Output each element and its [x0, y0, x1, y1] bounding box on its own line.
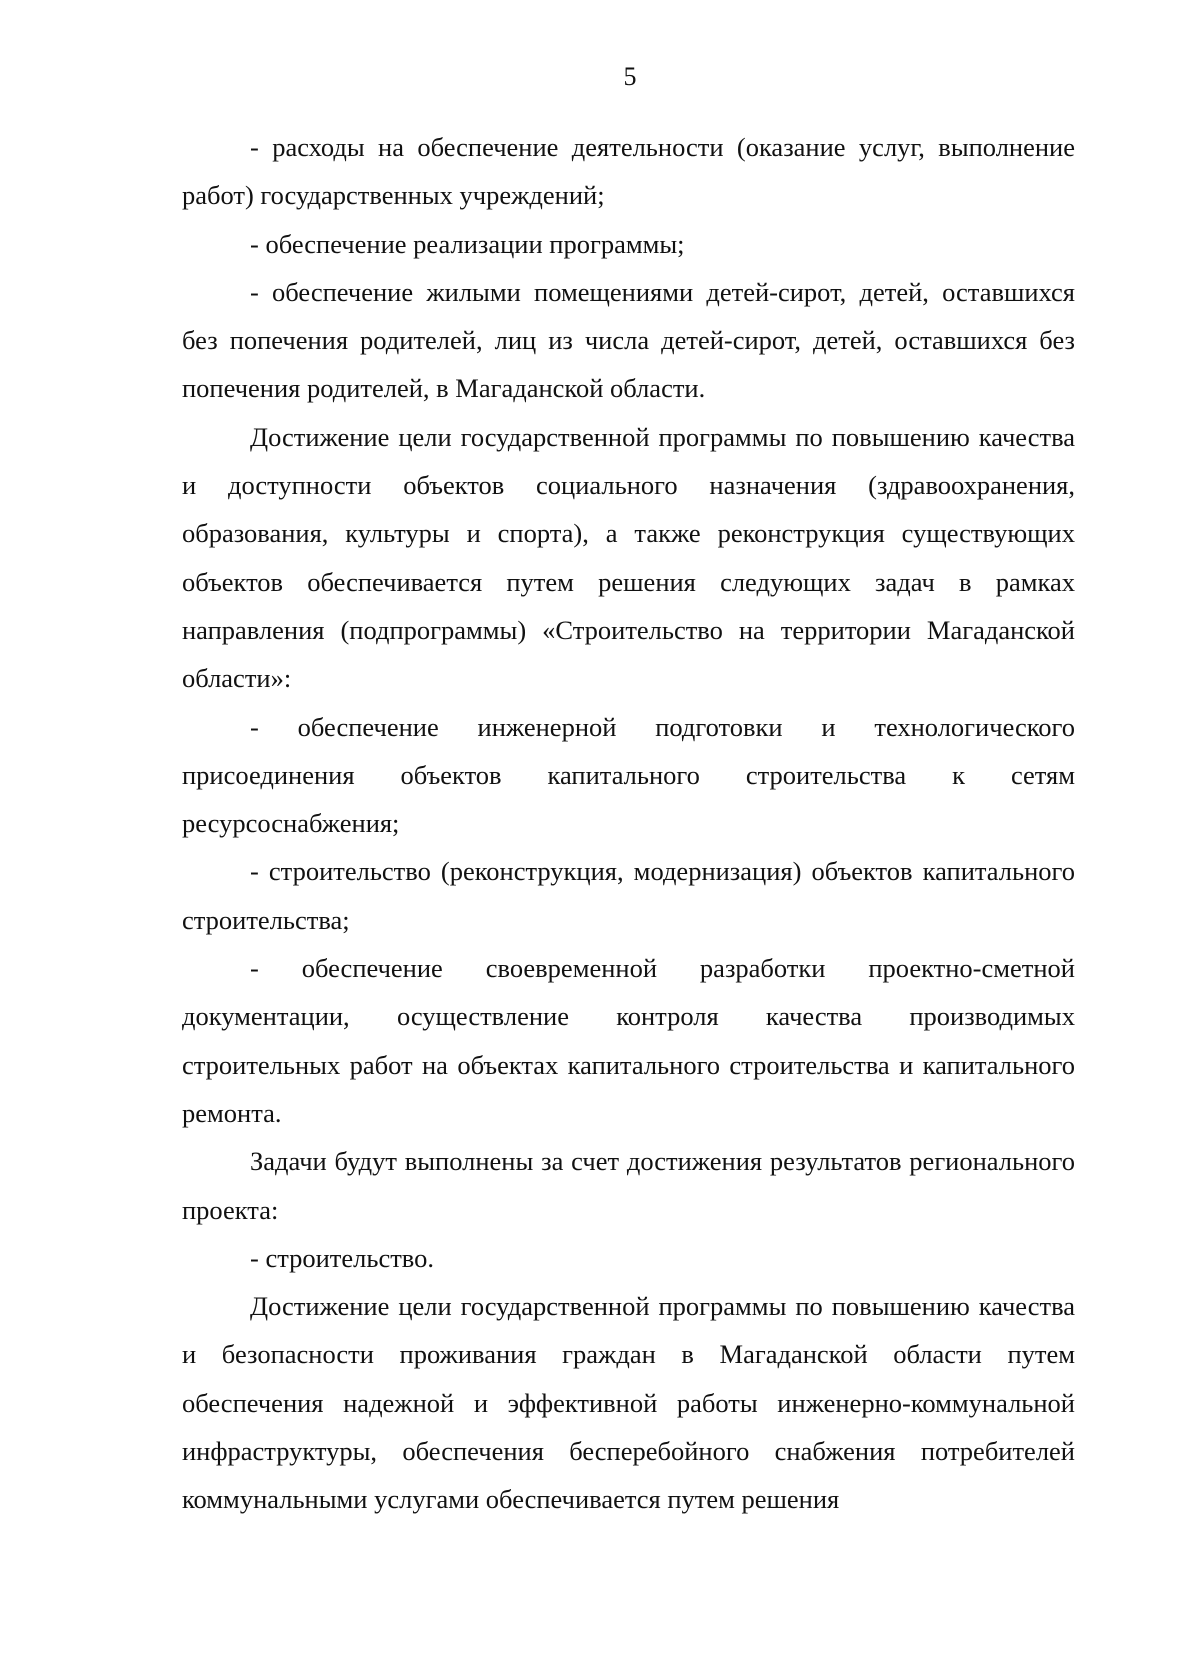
paragraph-social-objects-goal: Достижение цели государственной программы по повышению качества и доступности объектов социального назначения (здравоохранения, образования, культуры и спорта), а также реконструкция существующих объектов обеспечивается путем решения следующих задач в рамках направления (подпрограммы) «Строительство на территории Магаданской области»: — [182, 421, 1075, 694]
paragraph-construction-result: - строительство. — [250, 1242, 434, 1273]
paragraph-tasks-regional-project: Задачи будут выполнены за счет достижения результатов регионального проекта: — [182, 1146, 1075, 1225]
paragraph-expenses: - расходы на обеспечение деятельности (оказание услуг, выполнение работ) государственных учреждений; — [182, 132, 1075, 211]
paragraph-program-implementation: - обеспечение реализации программы; — [250, 228, 685, 259]
document-body — [182, 123, 1075, 1524]
paragraph-utilities-goal: Достижение цели государственной программы по повышению качества и безопасности проживания граждан в Магаданской области путем обеспечения надежной и эффективной работы инженерно-коммунальной инфраструктуры, обеспечения бесперебойного снабжения потребителей коммунальными услугами обеспечивается путем решения — [182, 1291, 1075, 1515]
paragraph-construction: - строительство (реконструкция, модернизация) объектов капитального строительства; — [182, 856, 1075, 935]
paragraph-orphan-housing: - обеспечение жилыми помещениями детей-сирот, детей, оставшихся без попечения родителей, лиц из числа детей-сирот, детей, оставшихся без попечения родителей, в Магаданской области. — [182, 276, 1075, 404]
page-number: 5 — [623, 62, 637, 91]
paragraph-design-documentation: - обеспечение своевременной разработки проектно-сметной документации, осуществление контроля качества производимых строительных работ на объектах капитального строительства и капитального ремонта. — [182, 953, 1075, 1128]
paragraph-engineering-preparation: - обеспечение инженерной подготовки и технологического присоединения объектов капитального строительства к сетям ресурсоснабжения; — [182, 711, 1075, 839]
